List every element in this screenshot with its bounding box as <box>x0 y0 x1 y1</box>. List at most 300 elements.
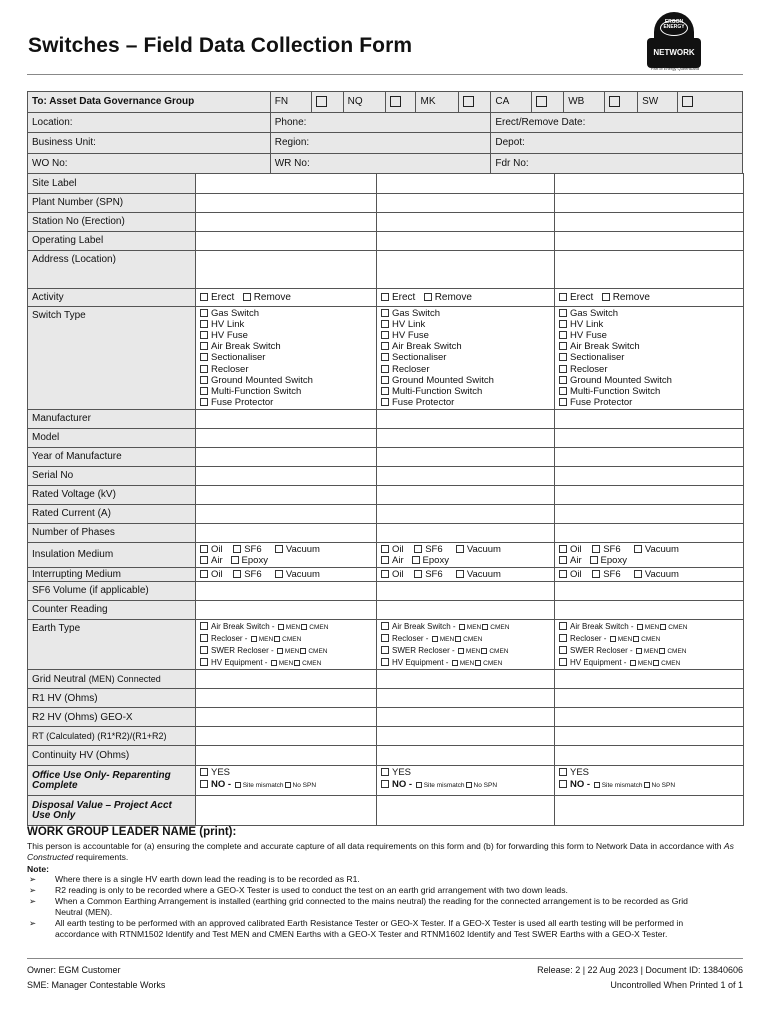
cmen-label: CMEN <box>490 623 510 631</box>
region-ca-label: CA <box>491 92 532 113</box>
switch-type-checkbox[interactable] <box>559 376 567 384</box>
erect-checkbox[interactable] <box>200 293 208 301</box>
sf6-checkbox[interactable] <box>233 545 241 553</box>
cmen-checkbox[interactable] <box>274 636 280 642</box>
disposal-value-input[interactable] <box>196 796 377 826</box>
wr-no-field[interactable]: WR No: <box>270 153 491 174</box>
row-label-r2-hv: R2 HV (Ohms) GEO-X <box>28 708 196 727</box>
rated-current-input[interactable] <box>555 504 744 523</box>
oil-label: Oil <box>570 568 582 580</box>
switch-type-option[interactable] <box>559 330 739 341</box>
men-checkbox[interactable] <box>630 660 636 666</box>
region-field[interactable]: Region: <box>270 133 491 154</box>
earth-type-checkbox[interactable] <box>559 634 567 642</box>
work-group-leader-heading: WORK GROUP LEADER NAME (print): <box>27 826 237 838</box>
switch-type-checkbox[interactable] <box>200 376 208 384</box>
site-mismatch-checkbox[interactable] <box>235 782 241 788</box>
cmen-checkbox[interactable] <box>660 624 666 630</box>
men-checkbox[interactable] <box>459 624 465 630</box>
cmen-label: CMEN <box>668 623 688 631</box>
men-checkbox[interactable] <box>458 648 464 654</box>
continuity-hv-input[interactable] <box>555 746 744 766</box>
men-checkbox[interactable] <box>636 648 642 654</box>
table-row <box>28 567 744 581</box>
switch-type-checkbox[interactable] <box>559 387 567 395</box>
earth-type-checkbox[interactable] <box>381 646 389 654</box>
disposal-value-input[interactable] <box>555 796 744 826</box>
cmen-label: CMEN <box>308 647 328 655</box>
no-spn-checkbox[interactable] <box>285 782 291 788</box>
switch-type-label: Ground Mounted Switch <box>211 374 313 386</box>
rated-current-input[interactable] <box>196 504 377 523</box>
row-label-operating-label: Operating Label <box>28 231 196 250</box>
earth-type-option <box>559 657 739 669</box>
no-spn-checkbox[interactable] <box>466 782 472 788</box>
row-label-activity: Activity <box>28 288 196 306</box>
insulation-options <box>377 542 555 567</box>
switch-type-label: Recloser <box>392 363 430 375</box>
sf6-volume-input[interactable] <box>196 581 377 600</box>
switch-type-checkbox[interactable] <box>381 342 389 350</box>
vacuum-checkbox[interactable] <box>275 570 283 578</box>
switch-type-checkbox[interactable] <box>200 365 208 373</box>
switch-type-checkbox[interactable] <box>381 398 389 406</box>
cmen-checkbox[interactable] <box>481 648 487 654</box>
row-label-year-of-manufacture: Year of Manufacture <box>28 447 196 466</box>
switch-type-label: HV Link <box>570 318 604 330</box>
site-label-input[interactable] <box>377 174 555 194</box>
sf6-checkbox[interactable] <box>414 545 422 553</box>
r1-hv-input[interactable] <box>196 689 377 708</box>
table-row <box>28 212 744 231</box>
switch-type-checkbox[interactable] <box>559 353 567 361</box>
table-row <box>28 523 744 542</box>
switch-type-option[interactable] <box>559 375 739 386</box>
table-row <box>28 428 744 447</box>
earth-type-checkbox[interactable] <box>381 658 389 666</box>
men-label: MEN <box>258 635 274 643</box>
switch-type-option[interactable] <box>559 386 739 397</box>
site-label-input[interactable] <box>555 174 744 194</box>
footer-printed: Uncontrolled When Printed 1 of 1 <box>610 980 743 990</box>
air-checkbox[interactable] <box>559 556 567 564</box>
switch-type-option[interactable] <box>559 341 739 352</box>
switch-type-checkbox[interactable] <box>381 387 389 395</box>
oil-label: Oil <box>392 568 404 580</box>
cmen-checkbox[interactable] <box>633 636 639 642</box>
oil-checkbox[interactable] <box>559 570 567 578</box>
epoxy-checkbox[interactable] <box>412 556 420 564</box>
r2-hv-input[interactable] <box>377 708 555 727</box>
oil-checkbox[interactable] <box>381 545 389 553</box>
row-label-r1-hv: R1 HV (Ohms) <box>28 689 196 708</box>
grid-neutral-input[interactable] <box>377 670 555 689</box>
office-use-options <box>377 766 555 796</box>
switch-type-checkbox[interactable] <box>381 365 389 373</box>
operating-label-input[interactable] <box>196 231 377 250</box>
r2-hv-input[interactable] <box>196 708 377 727</box>
table-row <box>28 766 744 796</box>
remove-checkbox[interactable] <box>243 293 251 301</box>
continuity-hv-input[interactable] <box>196 746 377 766</box>
earth-type-label: SWER Recloser - <box>570 645 635 655</box>
men-checkbox[interactable] <box>432 636 438 642</box>
cmen-checkbox[interactable] <box>482 624 488 630</box>
model-input[interactable] <box>196 428 377 447</box>
row-label-site-label: Site Label <box>28 174 196 194</box>
counter-reading-input[interactable] <box>377 600 555 619</box>
grid-neutral-input[interactable] <box>555 670 744 689</box>
cmen-checkbox[interactable] <box>475 660 481 666</box>
table-row <box>28 670 744 689</box>
serial-no-input[interactable] <box>555 466 744 485</box>
region-sw-checkbox[interactable] <box>678 92 743 113</box>
switch-type-label: Fuse Protector <box>392 397 455 409</box>
year-of-manufacture-input[interactable] <box>555 447 744 466</box>
switch-type-checkbox[interactable] <box>559 342 567 350</box>
earth-type-option <box>200 657 372 669</box>
yes-label: YES <box>570 767 590 779</box>
switch-type-checkbox[interactable] <box>200 387 208 395</box>
men-checkbox[interactable] <box>278 624 284 630</box>
number-of-phases-input[interactable] <box>555 523 744 542</box>
office-use-options <box>196 766 377 796</box>
vacuum-checkbox[interactable] <box>456 570 464 578</box>
number-of-phases-input[interactable] <box>196 523 377 542</box>
model-input[interactable] <box>555 428 744 447</box>
rt-calculated-input[interactable] <box>377 727 555 746</box>
region-wb-checkbox[interactable] <box>605 92 638 113</box>
address-input[interactable] <box>377 250 555 288</box>
earth-type-checkbox[interactable] <box>559 646 567 654</box>
fdr-no-field[interactable]: Fdr No: <box>491 153 743 174</box>
switch-type-option[interactable] <box>200 319 372 330</box>
site-mismatch-checkbox[interactable] <box>416 782 422 788</box>
oil-checkbox[interactable] <box>559 545 567 553</box>
earth-type-checkbox[interactable] <box>381 622 389 630</box>
switch-type-label: HV Fuse <box>211 329 248 341</box>
rated-current-input[interactable] <box>377 504 555 523</box>
vacuum-checkbox[interactable] <box>634 570 642 578</box>
sf6-volume-input[interactable] <box>377 581 555 600</box>
switch-type-checkbox[interactable] <box>381 331 389 339</box>
sf6-checkbox[interactable] <box>414 570 422 578</box>
row-label-continuity-hv: Continuity HV (Ohms) <box>28 746 196 766</box>
cmen-label: CMEN <box>661 660 681 668</box>
oil-checkbox[interactable] <box>200 570 208 578</box>
vacuum-checkbox[interactable] <box>456 545 464 553</box>
business-unit-field[interactable]: Business Unit: <box>28 133 271 154</box>
depot-field[interactable]: Depot: <box>491 133 743 154</box>
switch-type-label: Sectionaliser <box>392 352 447 364</box>
switch-type-label: HV Link <box>392 318 426 330</box>
cmen-checkbox[interactable] <box>300 648 306 654</box>
serial-no-input[interactable] <box>377 466 555 485</box>
row-label-rt-calculated: RT (Calculated) (R1*R2)/(R1+R2) <box>28 727 196 746</box>
men-checkbox[interactable] <box>610 636 616 642</box>
switch-type-checkbox[interactable] <box>559 365 567 373</box>
table-row <box>28 689 744 708</box>
men-checkbox[interactable] <box>277 648 283 654</box>
switch-type-checkbox[interactable] <box>200 320 208 328</box>
men-label: MEN <box>637 660 653 668</box>
switch-type-label: Gas Switch <box>570 307 619 319</box>
cmen-label: CMEN <box>282 635 302 643</box>
switch-type-checkbox[interactable] <box>200 309 208 317</box>
interrupting-options <box>377 567 555 581</box>
row-label-model: Model <box>28 428 196 447</box>
no-checkbox[interactable] <box>559 780 567 788</box>
earth-type-checkbox[interactable] <box>381 634 389 642</box>
switch-type-option[interactable] <box>381 319 550 330</box>
continuity-hv-input[interactable] <box>377 746 555 766</box>
table-row <box>28 447 744 466</box>
station-no-input[interactable] <box>196 212 377 231</box>
vacuum-label: Vacuum <box>466 543 501 555</box>
cmen-label: CMEN <box>489 647 509 655</box>
vacuum-checkbox[interactable] <box>275 545 283 553</box>
no-label: NO - <box>211 778 234 790</box>
switch-type-option[interactable] <box>559 319 739 330</box>
men-checkbox[interactable] <box>452 660 458 666</box>
r1-hv-input[interactable] <box>555 689 744 708</box>
site-mismatch-checkbox[interactable] <box>594 782 600 788</box>
no-spn-checkbox[interactable] <box>644 782 650 788</box>
logo-brand: ERGON ENERGY <box>663 19 685 30</box>
cmen-checkbox[interactable] <box>455 636 461 642</box>
switch-type-option[interactable] <box>381 375 550 386</box>
row-label-rated-voltage: Rated Voltage (kV) <box>28 485 196 504</box>
switch-type-option[interactable] <box>559 397 739 408</box>
counter-reading-input[interactable] <box>196 600 377 619</box>
air-label: Air <box>570 554 582 566</box>
cmen-checkbox[interactable] <box>301 624 307 630</box>
switch-type-option[interactable] <box>200 341 372 352</box>
year-of-manufacture-input[interactable] <box>377 447 555 466</box>
vacuum-checkbox[interactable] <box>634 545 642 553</box>
rated-voltage-input[interactable] <box>555 485 744 504</box>
erect-label: Erect <box>392 291 416 303</box>
erect-checkbox[interactable] <box>381 293 389 301</box>
sf6-label: SF6 <box>425 568 443 580</box>
oil-label: Oil <box>211 568 223 580</box>
switch-type-checkbox[interactable] <box>200 342 208 350</box>
switch-type-option[interactable] <box>381 397 550 408</box>
switch-type-checkbox[interactable] <box>200 353 208 361</box>
rated-voltage-input[interactable] <box>377 485 555 504</box>
address-input[interactable] <box>555 250 744 288</box>
earth-type-options <box>555 619 744 670</box>
switch-type-checkbox[interactable] <box>381 376 389 384</box>
rated-voltage-input[interactable] <box>196 485 377 504</box>
row-label-rated-current: Rated Current (A) <box>28 504 196 523</box>
sf6-volume-input[interactable] <box>555 581 744 600</box>
yes-label: YES <box>211 767 231 779</box>
vacuum-label: Vacuum <box>644 568 679 580</box>
switch-type-option[interactable] <box>559 364 739 375</box>
switch-type-option[interactable] <box>559 352 739 363</box>
men-checkbox[interactable] <box>637 624 643 630</box>
air-checkbox[interactable] <box>381 556 389 564</box>
remove-checkbox[interactable] <box>424 293 432 301</box>
sf6-checkbox[interactable] <box>233 570 241 578</box>
switch-type-label: HV Link <box>211 318 245 330</box>
earth-type-label: Air Break Switch - <box>570 621 636 631</box>
switch-type-option[interactable] <box>381 386 550 397</box>
location-field[interactable]: Location: <box>28 112 271 133</box>
switch-type-checkbox[interactable] <box>200 398 208 406</box>
earth-type-option <box>200 621 372 633</box>
switch-type-checkbox[interactable] <box>200 331 208 339</box>
plant-number-input[interactable] <box>196 193 377 212</box>
row-label-insulation-medium: Insulation Medium <box>28 542 196 567</box>
epoxy-checkbox[interactable] <box>231 556 239 564</box>
switch-type-checkbox[interactable] <box>381 309 389 317</box>
manufacturer-input[interactable] <box>196 409 377 428</box>
table-row <box>28 746 744 766</box>
earth-type-checkbox[interactable] <box>200 634 208 642</box>
yes-checkbox[interactable] <box>559 768 567 776</box>
erect-label: Erect <box>570 291 594 303</box>
year-of-manufacture-input[interactable] <box>196 447 377 466</box>
site-label-input[interactable] <box>196 174 377 194</box>
oil-checkbox[interactable] <box>381 570 389 578</box>
cmen-checkbox[interactable] <box>653 660 659 666</box>
operating-label-input[interactable] <box>555 231 744 250</box>
station-no-input[interactable] <box>555 212 744 231</box>
row-label-manufacturer: Manufacturer <box>28 409 196 428</box>
earth-type-checkbox[interactable] <box>559 658 567 666</box>
table-row <box>28 288 744 306</box>
vacuum-label: Vacuum <box>285 543 320 555</box>
earth-type-label: Air Break Switch - <box>211 621 277 631</box>
cmen-label: CMEN <box>309 623 329 631</box>
oil-checkbox[interactable] <box>200 545 208 553</box>
logo-word: NETWORK <box>653 48 695 57</box>
remove-checkbox[interactable] <box>602 293 610 301</box>
switch-type-option[interactable] <box>381 330 550 341</box>
rt-calculated-input[interactable] <box>196 727 377 746</box>
region-nq-checkbox[interactable] <box>385 92 416 113</box>
switch-type-options <box>377 306 555 409</box>
address-input[interactable] <box>196 250 377 288</box>
cmen-checkbox[interactable] <box>659 648 665 654</box>
row-label-address: Address (Location) <box>28 250 196 288</box>
earth-type-options <box>196 619 377 670</box>
plant-number-input[interactable] <box>555 193 744 212</box>
wo-no-field[interactable]: WO No: <box>28 153 271 174</box>
grid-neutral-input[interactable] <box>196 670 377 689</box>
switch-type-checkbox[interactable] <box>559 320 567 328</box>
switch-type-option[interactable] <box>200 397 372 408</box>
model-input[interactable] <box>377 428 555 447</box>
epoxy-label: Epoxy <box>241 554 268 566</box>
manufacturer-input[interactable] <box>377 409 555 428</box>
number-of-phases-input[interactable] <box>377 523 555 542</box>
region-mk-checkbox[interactable] <box>459 92 491 113</box>
site-mismatch-label: Site mismatch <box>242 781 284 789</box>
switch-type-option[interactable] <box>381 308 550 319</box>
switch-type-checkbox[interactable] <box>559 309 567 317</box>
sf6-label: SF6 <box>603 568 621 580</box>
activity-options <box>555 288 744 306</box>
row-label-station-no: Station No (Erection) <box>28 212 196 231</box>
air-label: Air <box>211 554 223 566</box>
switch-type-label: HV Fuse <box>570 329 607 341</box>
earth-type-checkbox[interactable] <box>200 658 208 666</box>
disposal-value-input[interactable] <box>377 796 555 826</box>
earth-type-checkbox[interactable] <box>200 646 208 654</box>
r1-hv-input[interactable] <box>377 689 555 708</box>
switch-type-option[interactable] <box>200 364 372 375</box>
operating-label-input[interactable] <box>377 231 555 250</box>
row-label-number-of-phases: Number of Phases <box>28 523 196 542</box>
region-mk-label: MK <box>416 92 459 113</box>
men-checkbox[interactable] <box>271 660 277 666</box>
station-no-input[interactable] <box>377 212 555 231</box>
erect-remove-date-field[interactable]: Erect/Remove Date: <box>491 112 743 133</box>
cmen-label: CMEN <box>483 660 503 668</box>
switch-type-option[interactable] <box>381 352 550 363</box>
counter-reading-input[interactable] <box>555 600 744 619</box>
switch-type-checkbox[interactable] <box>559 331 567 339</box>
no-checkbox[interactable] <box>200 780 208 788</box>
switch-type-option[interactable] <box>381 341 550 352</box>
no-spn-label: No SPN <box>651 781 676 789</box>
switch-type-label: Gas Switch <box>211 307 260 319</box>
men-checkbox[interactable] <box>251 636 257 642</box>
phone-field[interactable]: Phone: <box>270 112 491 133</box>
earth-type-checkbox[interactable] <box>200 622 208 630</box>
switch-type-option[interactable] <box>200 308 372 319</box>
serial-no-input[interactable] <box>196 466 377 485</box>
no-label: NO - <box>570 778 593 790</box>
insulation-options <box>555 542 744 567</box>
sf6-checkbox[interactable] <box>592 570 600 578</box>
region-ca-checkbox[interactable] <box>532 92 564 113</box>
switch-type-option[interactable] <box>381 364 550 375</box>
switch-type-checkbox[interactable] <box>381 320 389 328</box>
region-fn-label: FN <box>270 92 311 113</box>
switch-type-checkbox[interactable] <box>559 398 567 406</box>
erect-checkbox[interactable] <box>559 293 567 301</box>
air-checkbox[interactable] <box>200 556 208 564</box>
earth-type-checkbox[interactable] <box>559 622 567 630</box>
region-wb-label: WB <box>564 92 605 113</box>
switch-type-option[interactable] <box>200 386 372 397</box>
cmen-checkbox[interactable] <box>294 660 300 666</box>
sf6-checkbox[interactable] <box>592 545 600 553</box>
switch-type-option[interactable] <box>559 308 739 319</box>
yes-checkbox[interactable] <box>200 768 208 776</box>
rt-calculated-input[interactable] <box>555 727 744 746</box>
no-checkbox[interactable] <box>381 780 389 788</box>
activity-options <box>377 288 555 306</box>
switch-type-option[interactable] <box>200 375 372 386</box>
switch-type-option[interactable] <box>200 352 372 363</box>
yes-checkbox[interactable] <box>381 768 389 776</box>
manufacturer-input[interactable] <box>555 409 744 428</box>
vacuum-label: Vacuum <box>285 568 320 580</box>
plant-number-input[interactable] <box>377 193 555 212</box>
footer-owner: Owner: EGM Customer <box>27 965 121 975</box>
epoxy-checkbox[interactable] <box>590 556 598 564</box>
switch-type-option[interactable] <box>200 330 372 341</box>
r2-hv-input[interactable] <box>555 708 744 727</box>
row-label-office-use: Office Use Only- Reparenting Complete <box>28 766 196 796</box>
switch-type-checkbox[interactable] <box>381 353 389 361</box>
region-fn-checkbox[interactable] <box>311 92 343 113</box>
